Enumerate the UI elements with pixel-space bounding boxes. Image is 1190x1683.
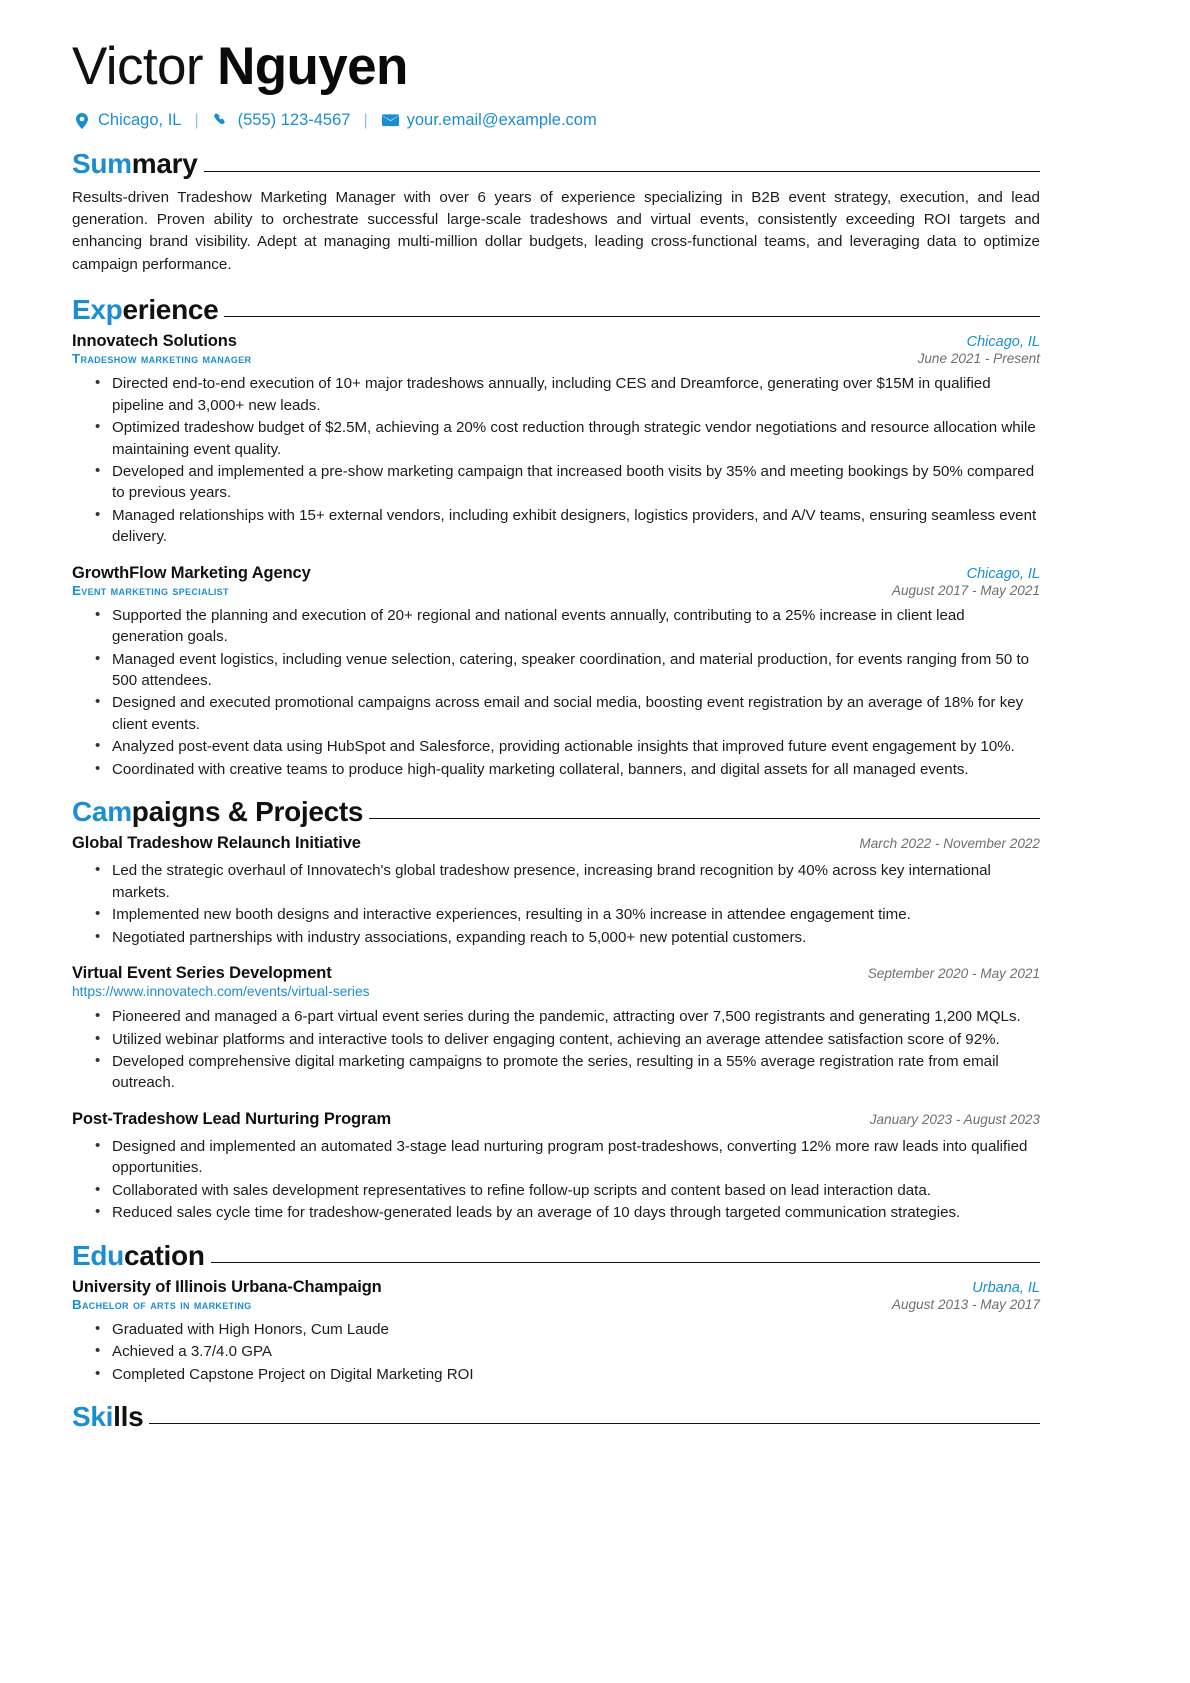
experience-heading (72, 294, 1040, 325)
contact-separator-2: | (363, 111, 368, 129)
campaigns-heading-highlight: Cam (72, 796, 132, 828)
envelope-icon (381, 113, 400, 129)
phone-text: (555) 123-4567 (237, 111, 351, 130)
list-item: • Developed comprehensive digital marketing campaigns to promote the series, resulting in a 55% average registration rate from email outreach. (110, 1051, 1040, 1094)
list-item: • Pioneered and managed a 6-part virtual event series during the pandemic, attracting over 7,500 registrants and generating 1,200 MQLs. (110, 1006, 1040, 1027)
entry-title: Post-Tradeshow Lead Nurturing Program (72, 1109, 392, 1128)
location-text: Chicago, IL (98, 111, 182, 130)
list-item: • Implemented new booth designs and interactive experiences, resulting in a 30% increase in attendee engagement time. (110, 904, 1040, 925)
entry-date: March 2022 - November 2022 (859, 836, 1040, 852)
list-item: • Collaborated with sales development representatives to refine follow-up scripts and content based on lead interaction data. (110, 1180, 1040, 1201)
entry-bullets (72, 860, 1040, 948)
entry-organization: GrowthFlow Marketing Agency (72, 563, 311, 582)
list-item: • Designed and executed promotional campaigns across email and social media, boosting event registration by an average of 18% for key client events. (110, 692, 1040, 735)
list-item: • Reduced sales cycle time for tradeshow-generated leads by an average of 10 days through targeted communication strategies. (110, 1202, 1040, 1223)
phone-icon (212, 113, 231, 129)
section-skills (72, 1401, 1040, 1432)
entry-bullets (72, 605, 1040, 780)
contact-separator-1: | (194, 111, 199, 129)
list-item: • Negotiated partnerships with industry associations, expanding reach to 5,000+ new potential customers. (110, 927, 1040, 948)
list-item: • Managed relationships with 15+ external vendors, including exhibit designers, logistics providers, and A/V teams, ensuring seamless event delivery. (110, 505, 1040, 548)
entry-organization: University of Illinois Urbana-Champaign (72, 1277, 382, 1296)
list-item: • Managed event logistics, including venue selection, catering, speaker coordination, and material production, for events ranging from 50 to 500 attendees. (110, 649, 1040, 692)
heading-rule (224, 316, 1040, 317)
contact-email[interactable] (381, 111, 597, 130)
heading-rule (149, 1423, 1040, 1424)
heading-rule (369, 818, 1040, 819)
list-item: • Coordinated with creative teams to produce high-quality marketing collateral, banners, and digital assets for all managed events. (110, 759, 1040, 780)
map-pin-icon (72, 113, 91, 129)
summary-heading (72, 148, 1040, 179)
first-name: Victor (72, 37, 203, 96)
entry-title: Virtual Event Series Development (72, 964, 332, 983)
entry-location: Urbana, IL (972, 1279, 1040, 1296)
education-heading-highlight: Edu (72, 1239, 124, 1271)
education-heading-rest: cation (123, 1239, 205, 1271)
entry-date: August 2013 - May 2017 (891, 1296, 1040, 1312)
entry-location: Chicago, IL (966, 565, 1040, 582)
education-entry (72, 1278, 1040, 1385)
campaign-entry (72, 1110, 1040, 1224)
entry-date: August 2017 - May 2021 (891, 582, 1040, 598)
contact-bar (72, 111, 1040, 130)
entry-bullets (72, 1006, 1040, 1094)
entry-url-link[interactable]: https://www.innovatech.com/events/virtual-series (72, 984, 370, 1000)
campaign-entry (72, 964, 1040, 1094)
entry-date: June 2021 - Present (917, 351, 1040, 367)
email-text: your.email@example.com (406, 111, 597, 130)
list-item: • Supported the planning and execution of 20+ regional and national events annually, contributing to a 25% increase in client lead generation goals. (110, 605, 1040, 648)
summary-heading-rest: mary (131, 148, 198, 180)
experience-entry (72, 564, 1040, 780)
entry-title: Global Tradeshow Relaunch Initiative (72, 834, 361, 853)
list-item: • Achieved a 3.7/4.0 GPA (110, 1341, 1040, 1362)
list-item: • Optimized tradeshow budget of $2.5M, achieving a 20% cost reduction through strategic vendor negotiations and resource allocation while maintaining event quality. (110, 417, 1040, 460)
section-education (72, 1240, 1040, 1386)
experience-heading-highlight: Exp (72, 293, 123, 325)
entry-role: Tradeshow marketing manager (72, 351, 252, 367)
list-item: • Analyzed post-event data using HubSpot and Salesforce, providing actionable insights that improved future event engagement by 10%. (110, 736, 1040, 757)
campaign-entry (72, 834, 1040, 948)
contact-location (72, 111, 181, 130)
skills-heading (72, 1401, 1040, 1432)
entry-bullets (72, 373, 1040, 547)
entry-organization: Innovatech Solutions (72, 332, 237, 351)
contact-phone[interactable] (212, 111, 351, 130)
campaigns-heading (72, 796, 1040, 827)
list-item: • Utilized webinar platforms and interactive tools to deliver engaging content, achieving an average attendee satisfaction score of 92%. (110, 1029, 1040, 1050)
page-title (72, 38, 1040, 95)
skills-heading-highlight: Ski (72, 1401, 114, 1433)
list-item: • Designed and implemented an automated 3-stage lead nurturing program post-tradeshows, converting 12% more raw leads into qualified opportunities. (110, 1136, 1040, 1179)
summary-heading-highlight: Sum (72, 148, 132, 180)
heading-rule (211, 1262, 1040, 1263)
section-experience (72, 294, 1040, 780)
entry-role: Bachelor of arts in marketing (72, 1296, 252, 1312)
experience-heading-rest: erience (122, 293, 219, 325)
entry-location: Chicago, IL (966, 334, 1040, 351)
entry-bullets (72, 1136, 1040, 1224)
skills-heading-rest: lls (113, 1401, 144, 1433)
entry-date: January 2023 - August 2023 (869, 1111, 1040, 1127)
education-heading (72, 1240, 1040, 1271)
heading-rule (204, 171, 1040, 172)
campaigns-heading-rest: paigns & Projects (131, 796, 364, 828)
list-item: • Directed end-to-end execution of 10+ major tradeshows annually, including CES and Dreamforce, generating over $15M in qualified pipeline and 3,000+ new leads. (110, 373, 1040, 416)
list-item: • Completed Capstone Project on Digital Marketing ROI (110, 1364, 1040, 1385)
summary-text: Results-driven Tradeshow Marketing Manager with over 6 years of experience specializing in B2B event strategy, execution, and lead generation. Proven ability to orchestrate successful large-scale tradeshows and virtual events, consistently exceeding ROI targets and enhancing brand visibility. Adept at managing multi-million dollar budgets, leading cross-functional teams, and leveraging data to optimize campaign performance. (72, 188, 1040, 273)
list-item: • Led the strategic overhaul of Innovatech's global tradeshow presence, increasing brand recognition by 40% across key international markets. (110, 860, 1040, 903)
resume-header (72, 38, 1040, 130)
entry-role: Event marketing specialist (72, 582, 229, 598)
last-name: Nguyen (217, 37, 408, 96)
section-summary (72, 148, 1040, 276)
list-item: • Graduated with High Honors, Cum Laude (110, 1319, 1040, 1340)
experience-entry (72, 332, 1040, 547)
list-item: • Developed and implemented a pre-show marketing campaign that increased booth visits by 35% and meeting bookings by 50% compared to previous years. (110, 461, 1040, 504)
section-campaigns (72, 796, 1040, 1223)
entry-date: September 2020 - May 2021 (867, 966, 1040, 982)
entry-bullets (72, 1319, 1040, 1385)
